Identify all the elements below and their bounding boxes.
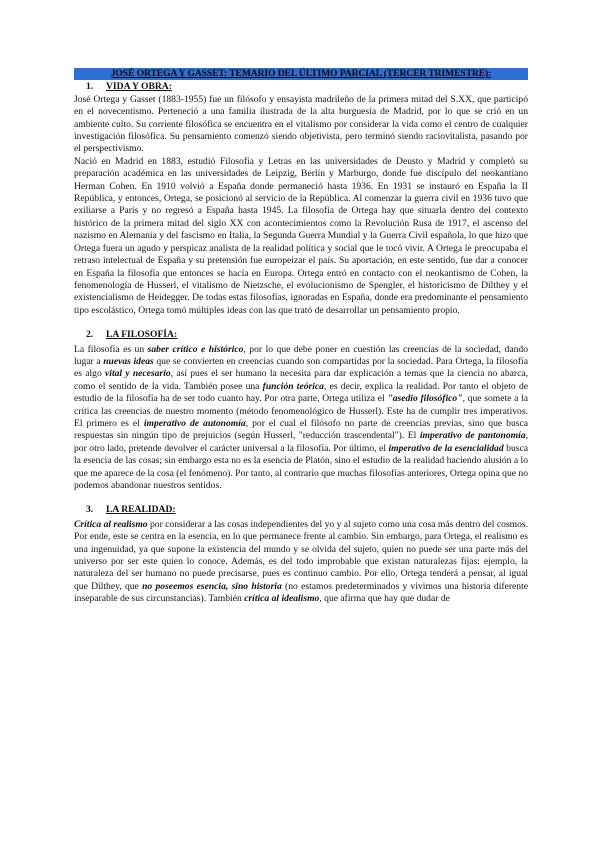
text-run: , por lo que debe poner en cuestión las creencias de la sociedad, dando lugar a bbox=[74, 343, 529, 367]
emphasis: imperativo de pantonomía bbox=[419, 430, 526, 442]
text-run: , es decir, explica la realidad. Por tanto el objeto de estudio de la filosofía ha de ser todo cuanto hay. Por otra parte, Ortega utiliza el bbox=[74, 380, 528, 405]
emphasis: Crítica al realismo bbox=[74, 518, 148, 530]
paragraph: José Ortega y Gasset (1883-1955) fue un filósofo y ensayista madrileño de la primera mitad del S.XX, que participó en el novecentismo. Perteneció a una familia ilustrada de la alta burguesía de Madrid, por lo que se crió en un ambiente culto. Su corriente filosófica se encuentra en el vitalismo por considerar la vida como el centro de cualquier investigación filosófica. Su pensamiento comenzó siendo objetivista, pero terminó siendo raciovitalista, pasando por el perspectivismo. bbox=[74, 93, 528, 155]
text-run: busca la esencia de las cosas; sin embargo esta no es la esencia de Platón, sino el estudio de la realidad haciendo alusión a lo que me aparece de la cosa (el fenómeno). Por tanto, al contrario que muchas filosofías anteriores, Ortega opina que no podemos abandonar nuestros sentidos. bbox=[74, 442, 529, 491]
emphasis: vital y necesario bbox=[105, 368, 171, 380]
section-title: LA FILOSOFÍA: bbox=[106, 329, 178, 341]
section-heading-la-realidad bbox=[74, 504, 528, 516]
emphasis: imperativo de la esencialidad bbox=[388, 442, 504, 454]
emphasis: función teórica bbox=[262, 380, 324, 392]
text-run: , así pues el ser humano la necesita para dar explicación a temas que la ciencia no abarca, como el sentido de la vida. También posee una bbox=[74, 368, 528, 392]
text-run: (no estamos predeterminados y vivimos una historia diferente inseparable de sus circunstancias). También bbox=[74, 580, 528, 605]
section-heading-vida-y-obra bbox=[74, 81, 528, 93]
text-run: que se convierten en creencias cuando son compartidas por la sociedad. Para Ortega, la filosofía es algo bbox=[74, 355, 528, 380]
section-number: 2. bbox=[86, 329, 94, 341]
document-page bbox=[74, 68, 528, 606]
paragraph bbox=[74, 519, 528, 606]
emphasis: no poseemos esencia, sino historia bbox=[142, 580, 282, 592]
emphasis: imperativo de autonomía bbox=[143, 417, 246, 429]
document-title: JOSÉ ORTEGA Y GASSET: TEMARIO DEL ÚLTIMO PARCIAL (TERCER TRIMESTRE): bbox=[74, 68, 528, 80]
text-run: , por otro lado, pretende devolver el carácter universal a la filosofía. Por último, el bbox=[74, 430, 528, 454]
paragraph bbox=[74, 344, 528, 493]
section-title: LA REALIDAD: bbox=[106, 504, 176, 516]
emphasis: crítica al idealismo bbox=[244, 593, 320, 605]
text-run: , que afirma que hay que dudar de bbox=[319, 593, 450, 605]
section-number: 3. bbox=[86, 504, 94, 516]
text-run: , por el cual el filósofo no parte de creencias previas, sino que busca respuestas sin ningún tipo de prejuicios (según Husserl, "reducción trascendental"). El bbox=[74, 417, 528, 442]
section-heading-la-filosofia bbox=[74, 329, 528, 341]
paragraph: Nació en Madrid en 1883, estudió Filosofía y Letras en las universidades de Deusto y Madrid y completó su preparación académica en las universidades de Leipzig, Berlín y Marburgo, donde fue discípulo del neokantiano Herman Cohen. En 1910 volvió a España donde permaneció hasta 1936. En 1931 se instauró en España la II República, y entonces, Ortega, se posicionó al servicio de la República. Al comenzar la guerra civil en 1936 tuvo que exiliarse a París y no regresó a España hasta 1945. La filosofía de Ortega hay que situarla dentro del contexto histórico de la primera mitad del siglo XX con acontecimientos como la Revolución Rusa de 1917, el ascenso del nazismo en Alemania y del fascismo en Italia, la Segunda Guerra Mundial y la Guerra Civil española, lo que hizo que Ortega fuera un agudo y perspicaz analista de la realidad política y social que le tocó vivir. A Ortega le preocupaba el retraso intelectual de España y su pretensión fue europeizar el país. Su aportación, en este sentido, fue dar a conocer en España la filosofía que entonces se hacía en Europa. Ortega entró en contacto con el neokantismo de Cohen, la fenomenología de Husserl, el vitalismo de Nietzsche, el evolucionismo de Spengler, el historicismo de Dilthey y el existencialismo de Heidegger. De todas estas filosofías, ignoradas en España, donde era predominante el pensamiento tipo escolástico, Ortega tomó múltiples ideas con las que trató de desarrollar un pensamiento propio. bbox=[74, 155, 528, 316]
section-number: 1. bbox=[86, 81, 94, 93]
text-run: La filosofía es un bbox=[74, 343, 148, 355]
emphasis: saber crítico e histórico bbox=[147, 343, 244, 355]
text-run: , que somete a la crítica las creencias de nuestro momento (método fenomenológico de Husserl). Este ha de cumplir tres imperativos. El primero es el bbox=[74, 393, 529, 429]
emphasis: nuevas ideas bbox=[103, 355, 154, 367]
text-run: por considerar a las cosas independientes del yo y al sujeto como una cosa más dentro del cosmos. Por ende, este se centra en la esencia, en lo que permanece frente al cambio. Sin embargo, para Ortega, el realismo es una ingenuidad, ya que supone la existencia del mundo y se olvida del sujeto, quien no puede ser una parte más del universo por ser este quien lo conoce. Además, es del todo improbable que existan naturalezas fijas: ejemplo, la naturaleza del ser humano no puede precisarse, pues es continuo cambio. Por ello, Ortega tenderá a pensar, al igual que Dilthey, que bbox=[74, 518, 528, 592]
section-title: VIDA Y OBRA: bbox=[106, 81, 172, 93]
emphasis: "asedio filosófico" bbox=[387, 393, 463, 405]
